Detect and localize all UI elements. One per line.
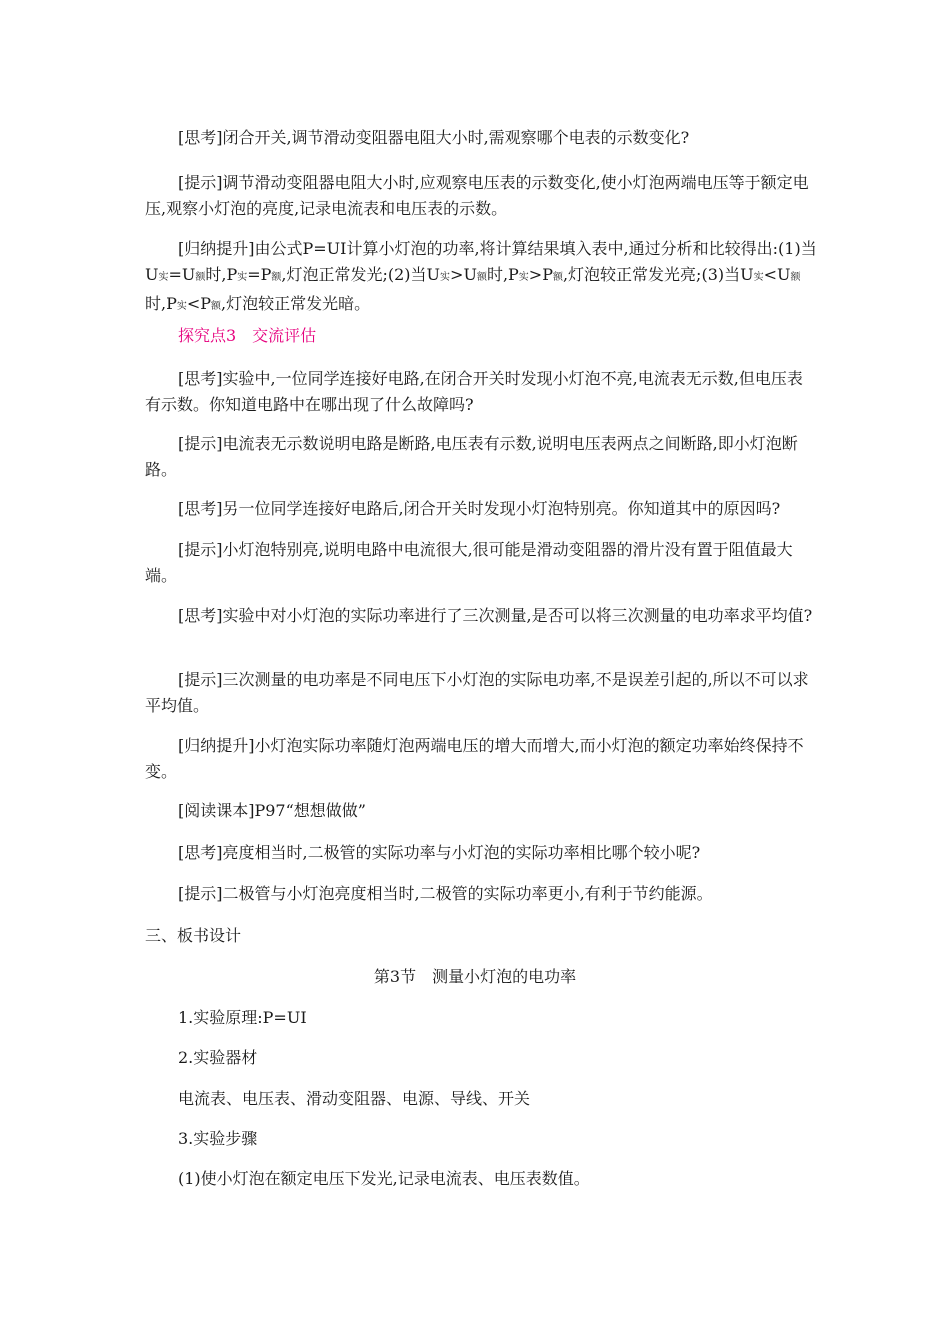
think-paragraph-3: [思考]另一位同学连接好电路后,闭合开关时发现小灯泡特别亮。你知道其中的原因吗? (178, 499, 781, 518)
reading-paragraph: [阅读课本]P97“想想做做” (178, 801, 366, 820)
think-paragraph-1: [思考]闭合开关,调节滑动变阻器电阻大小时,需观察哪个电表的示数变化? (178, 128, 690, 147)
board-item-equipment: 2.实验器材 (178, 1048, 258, 1067)
hint-paragraph-5: [提示]二极管与小灯泡亮度相当时,二极管的实际功率更小,有利于节约能源。 (178, 884, 713, 903)
think-paragraph-2: [思考]实验中,一位同学连接好电路,在闭合开关时发现小灯泡不亮,电流表无示数,但电压表有示数。你知道电路中在哪出现了什么故障吗? (145, 369, 803, 414)
section-heading-board-design: 三、板书设计 (145, 926, 242, 945)
board-item-step-1: (1)使小灯泡在额定电压下发光,记录电流表、电压表数值。 (178, 1169, 590, 1188)
hint-paragraph-1: [提示]调节滑动变阻器电阻大小时,应观察电压表的示数变化,使小灯泡两端电压等于额定电压,观察小灯泡的亮度,记录电流表和电压表的示数。 (145, 173, 809, 218)
section-heading-explore-3: 探究点3 交流评估 (178, 326, 317, 345)
think-paragraph-5: [思考]亮度相当时,二极管的实际功率与小灯泡的实际功率相比哪个较小呢? (178, 843, 701, 862)
summary-paragraph-2: [归纳提升]小灯泡实际功率随灯泡两端电压的增大而增大,而小灯泡的额定功率始终保持不变。 (145, 736, 804, 781)
board-title: 第3节 测量小灯泡的电功率 (373, 967, 577, 986)
board-item-principle: 1.实验原理:P=UI (178, 1008, 307, 1027)
summary-paragraph-1: [归纳提升]由公式P=UI计算小灯泡的功率,将计算结果填入表中,通过分析和比较得出:(1)当U实=U额时,P实=P额,灯泡正常发光;(2)当U实>U额时,P实>P额,灯泡较正常发光亮;(3)当U实<U额时,P实<P额,灯泡较正常发光暗。 (145, 239, 817, 313)
hint-paragraph-4: [提示]三次测量的电功率是不同电压下小灯泡的实际电功率,不是误差引起的,所以不可以求平均值。 (145, 670, 809, 715)
think-paragraph-4: [思考]实验中对小灯泡的实际功率进行了三次测量,是否可以将三次测量的电功率求平均值? (178, 606, 813, 625)
board-item-equipment-list: 电流表、电压表、滑动变阻器、电源、导线、开关 (178, 1089, 531, 1108)
board-item-steps: 3.实验步骤 (178, 1129, 258, 1148)
hint-paragraph-3: [提示]小灯泡特别亮,说明电路中电流很大,很可能是滑动变阻器的滑片没有置于阻值最大端。 (145, 540, 793, 585)
hint-paragraph-2: [提示]电流表无示数说明电路是断路,电压表有示数,说明电压表两点之间断路,即小灯泡断路。 (145, 434, 798, 479)
